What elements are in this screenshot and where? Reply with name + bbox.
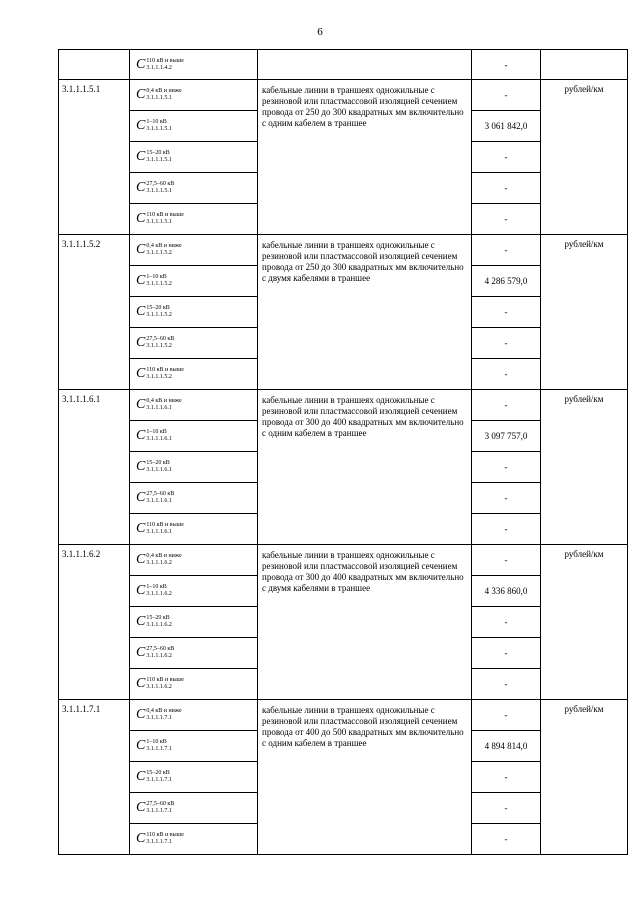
description-cell: кабельные линии в траншеях одножильные с резиновой или пластмассовой изоляцией сечением провода от 400 до 500 квадратных мм включительно с одним кабелем в траншее — [258, 700, 472, 855]
symbol-cell — [130, 824, 258, 855]
symbol-cell — [130, 173, 258, 204]
rate-symbol-superscript: 27,5–60 кВ — [146, 336, 175, 342]
symbol-cell — [130, 235, 258, 266]
value-cell: - — [472, 762, 541, 793]
rate-symbol — [136, 615, 172, 629]
rate-symbol-superscript: 27,5–60 кВ — [146, 801, 175, 807]
rate-symbol-subscript: 3.1.1.1.6.2 — [146, 653, 172, 659]
symbol-cell — [130, 793, 258, 824]
rate-symbol-superscript: 27,5–60 кВ — [146, 181, 175, 187]
rate-symbol — [136, 646, 174, 660]
symbol-cell — [130, 111, 258, 142]
rate-symbol-subscript: 3.1.1.1.5.1 — [146, 188, 172, 194]
rate-symbol — [136, 522, 184, 536]
value-cell: 4 894 814,0 — [472, 731, 541, 762]
rate-symbol-superscript: 110 кВ и выше — [146, 212, 184, 218]
rate-symbol — [136, 305, 172, 319]
value-cell: - — [472, 50, 541, 80]
rate-symbol-letter: C — [136, 397, 146, 412]
rate-symbol — [136, 119, 172, 133]
rate-symbol-letter: C — [136, 242, 146, 257]
rate-symbol-subscript: 3.1.1.1.6.1 — [146, 467, 172, 473]
unit-cell: рублей/км — [541, 80, 628, 235]
value-cell: - — [472, 514, 541, 545]
rate-symbol — [136, 770, 172, 784]
rate-symbol-superscript: 110 кВ и выше — [146, 522, 184, 528]
rate-symbol-superscript: 1–10 кВ — [146, 119, 167, 125]
rate-symbol-subscript: 3.1.1.1.7.1 — [146, 746, 172, 752]
rate-symbol-letter: C — [136, 366, 146, 381]
symbol-cell — [130, 204, 258, 235]
rate-symbol-letter: C — [136, 87, 146, 102]
value-cell: - — [472, 452, 541, 483]
rate-symbol — [136, 181, 174, 195]
code-cell — [59, 50, 130, 80]
table-row — [59, 700, 628, 731]
value-cell: - — [472, 607, 541, 638]
value-cell: - — [472, 204, 541, 235]
symbol-cell — [130, 607, 258, 638]
code-cell: 3.1.1.1.5.2 — [59, 235, 130, 390]
rate-symbol-letter: C — [136, 304, 146, 319]
rate-symbol-subscript: 3.1.1.1.6.1 — [146, 529, 172, 535]
description-cell — [258, 50, 472, 80]
code-cell: 3.1.1.1.5.1 — [59, 80, 130, 235]
symbol-cell — [130, 421, 258, 452]
symbol-cell — [130, 762, 258, 793]
rate-symbol-superscript: 27,5–60 кВ — [146, 491, 175, 497]
rate-symbol-superscript: 15–20 кВ — [146, 770, 170, 776]
value-cell: - — [472, 80, 541, 111]
description-cell: кабельные линии в траншеях одножильные с резиновой или пластмассовой изоляцией сечением провода от 250 до 300 квадратных мм включительно с одним кабелем в траншее — [258, 80, 472, 235]
rate-symbol — [136, 708, 182, 722]
rate-symbol — [136, 739, 172, 753]
symbol-cell — [130, 80, 258, 111]
symbol-cell — [130, 452, 258, 483]
rate-symbol-letter: C — [136, 428, 146, 443]
rate-symbol-superscript: 15–20 кВ — [146, 460, 170, 466]
rate-symbol-letter: C — [136, 56, 146, 72]
rate-symbol-superscript: 110 кВ и выше — [146, 677, 184, 683]
symbol-cell — [130, 483, 258, 514]
rate-symbol-subscript: 3.1.1.1.6.1 — [146, 436, 172, 442]
rate-symbol-letter: C — [136, 490, 146, 505]
rate-symbol-superscript: 27,5–60 кВ — [146, 646, 175, 652]
unit-cell — [541, 50, 628, 80]
unit-cell: рублей/км — [541, 545, 628, 700]
symbol-cell — [130, 297, 258, 328]
value-cell: 4 286 579,0 — [472, 266, 541, 297]
value-cell: - — [472, 297, 541, 328]
description-cell: кабельные линии в траншеях одножильные с резиновой или пластмассовой изоляцией сечением провода от 250 до 300 квадратных мм включительно с двумя кабелями в траншее — [258, 235, 472, 390]
rate-symbol — [136, 212, 184, 226]
unit-cell: рублей/км — [541, 390, 628, 545]
rate-symbol-subscript: 3.1.1.1.5.2 — [146, 250, 172, 256]
rate-symbol-superscript: 110 кВ и выше — [146, 57, 184, 64]
rate-symbol — [136, 584, 172, 598]
rate-symbol-superscript: 1–10 кВ — [146, 429, 167, 435]
rate-symbol — [136, 367, 184, 381]
rate-symbol-letter: C — [136, 614, 146, 629]
rate-symbol-subscript: 3.1.1.1.6.2 — [146, 622, 172, 628]
value-cell: 3 061 842,0 — [472, 111, 541, 142]
rate-symbol-subscript: 3.1.1.1.5.2 — [146, 312, 172, 318]
symbol-cell — [130, 576, 258, 607]
symbol-cell — [130, 669, 258, 700]
rate-symbol-superscript: 15–20 кВ — [146, 615, 170, 621]
symbol-cell — [130, 266, 258, 297]
value-cell: - — [472, 669, 541, 700]
value-cell: - — [472, 173, 541, 204]
rate-symbol-superscript: 15–20 кВ — [146, 150, 170, 156]
symbol-cell — [130, 50, 258, 80]
unit-cell: рублей/км — [541, 700, 628, 855]
value-cell: 3 097 757,0 — [472, 421, 541, 452]
rate-symbol-superscript: 0,4 кВ и ниже — [146, 398, 182, 404]
rate-symbol-superscript: 110 кВ и выше — [146, 832, 184, 838]
symbol-cell — [130, 638, 258, 669]
rate-symbol-letter: C — [136, 769, 146, 784]
unit-cell: рублей/км — [541, 235, 628, 390]
symbol-cell — [130, 514, 258, 545]
symbol-cell — [130, 359, 258, 390]
rate-symbol-superscript: 1–10 кВ — [146, 274, 167, 280]
rate-symbol-superscript: 1–10 кВ — [146, 739, 167, 745]
rate-symbol-letter: C — [136, 738, 146, 753]
symbol-cell — [130, 328, 258, 359]
value-cell: - — [472, 700, 541, 731]
value-cell: - — [472, 359, 541, 390]
rate-symbol-letter: C — [136, 831, 146, 846]
value-cell: - — [472, 638, 541, 669]
rate-symbol-subscript: 3.1.1.1.5.1 — [146, 219, 172, 225]
rate-symbol — [136, 429, 172, 443]
description-cell: кабельные линии в траншеях одножильные с резиновой или пластмассовой изоляцией сечением провода от 300 до 400 квадратных мм включительно с одним кабелем в траншее — [258, 390, 472, 545]
rate-symbol — [136, 88, 182, 102]
table-row — [59, 235, 628, 266]
rate-symbol-superscript: 0,4 кВ и ниже — [146, 88, 182, 94]
rate-symbol-subscript: 3.1.1.1.5.1 — [146, 95, 172, 101]
value-cell: - — [472, 545, 541, 576]
rate-symbol-letter: C — [136, 335, 146, 350]
rate-symbol-letter: C — [136, 583, 146, 598]
rate-symbol-superscript: 0,4 кВ и ниже — [146, 708, 182, 714]
rate-symbol-subscript: 3.1.1.1.7.1 — [146, 839, 172, 845]
symbol-cell — [130, 700, 258, 731]
value-cell: - — [472, 142, 541, 173]
rate-symbol-subscript: 3.1.1.1.7.1 — [146, 715, 172, 721]
symbol-cell — [130, 142, 258, 173]
rate-symbol-subscript: 3.1.1.1.5.2 — [146, 374, 172, 380]
symbol-cell — [130, 545, 258, 576]
table-row — [59, 390, 628, 421]
rate-symbol — [136, 58, 184, 72]
description-cell: кабельные линии в траншеях одножильные с резиновой или пластмассовой изоляцией сечением провода от 300 до 400 квадратных мм включительно с двумя кабелями в траншее — [258, 545, 472, 700]
rate-symbol-letter: C — [136, 521, 146, 536]
code-cell: 3.1.1.1.7.1 — [59, 700, 130, 855]
value-cell: - — [472, 328, 541, 359]
rate-symbol-subscript: 3.1.1.1.6.2 — [146, 684, 172, 690]
rate-symbol-subscript: 3.1.1.1.4.2 — [146, 64, 172, 71]
code-cell: 3.1.1.1.6.2 — [59, 545, 130, 700]
rate-symbol-subscript: 3.1.1.1.5.1 — [146, 126, 172, 132]
rate-symbol — [136, 460, 172, 474]
rate-symbol-subscript: 3.1.1.1.7.1 — [146, 777, 172, 783]
rate-symbol-letter: C — [136, 676, 146, 691]
table-row — [59, 545, 628, 576]
table-row — [59, 80, 628, 111]
symbol-cell — [130, 731, 258, 762]
rate-symbol-subscript: 3.1.1.1.5.2 — [146, 343, 172, 349]
value-cell: - — [472, 793, 541, 824]
value-cell: 4 336 860,0 — [472, 576, 541, 607]
rate-symbol-letter: C — [136, 459, 146, 474]
rate-symbol-subscript: 3.1.1.1.6.2 — [146, 560, 172, 566]
rate-symbol-superscript: 0,4 кВ и ниже — [146, 243, 182, 249]
rate-symbol-superscript: 15–20 кВ — [146, 305, 170, 311]
rate-symbol-superscript: 0,4 кВ и ниже — [146, 553, 182, 559]
rate-symbol-subscript: 3.1.1.1.7.1 — [146, 808, 172, 814]
rate-symbol — [136, 491, 174, 505]
code-cell: 3.1.1.1.6.1 — [59, 390, 130, 545]
rate-symbol-subscript: 3.1.1.1.6.1 — [146, 498, 172, 504]
rate-symbol — [136, 398, 182, 412]
page-number: 6 — [317, 26, 323, 38]
rate-symbol-superscript: 110 кВ и выше — [146, 367, 184, 373]
rate-symbol-letter: C — [136, 149, 146, 164]
symbol-cell — [130, 390, 258, 421]
value-cell: - — [472, 390, 541, 421]
rate-symbol — [136, 801, 174, 815]
rate-symbol-subscript: 3.1.1.1.6.1 — [146, 405, 172, 411]
rate-symbol — [136, 336, 174, 350]
rate-symbol-letter: C — [136, 552, 146, 567]
rate-symbol — [136, 677, 184, 691]
rate-symbol — [136, 832, 184, 846]
rate-symbol-subscript: 3.1.1.1.6.2 — [146, 591, 172, 597]
rate-symbol-letter: C — [136, 273, 146, 288]
rate-symbol-subscript: 3.1.1.1.5.1 — [146, 157, 172, 163]
rate-symbol-subscript: 3.1.1.1.5.2 — [146, 281, 172, 287]
value-cell: - — [472, 824, 541, 855]
rate-symbol — [136, 553, 182, 567]
rate-symbol-letter: C — [136, 707, 146, 722]
rate-symbol — [136, 243, 182, 257]
rates-table-body — [59, 50, 628, 855]
rate-symbol-letter: C — [136, 180, 146, 195]
rate-symbol-letter: C — [136, 118, 146, 133]
table-row — [59, 50, 628, 80]
rate-symbol — [136, 150, 172, 164]
value-cell: - — [472, 483, 541, 514]
rate-symbol-superscript: 1–10 кВ — [146, 584, 167, 590]
rate-symbol — [136, 274, 172, 288]
value-cell: - — [472, 235, 541, 266]
rate-symbol-letter: C — [136, 800, 146, 815]
rate-symbol-letter: C — [136, 211, 146, 226]
rates-table — [58, 49, 628, 855]
rate-symbol-letter: C — [136, 645, 146, 660]
